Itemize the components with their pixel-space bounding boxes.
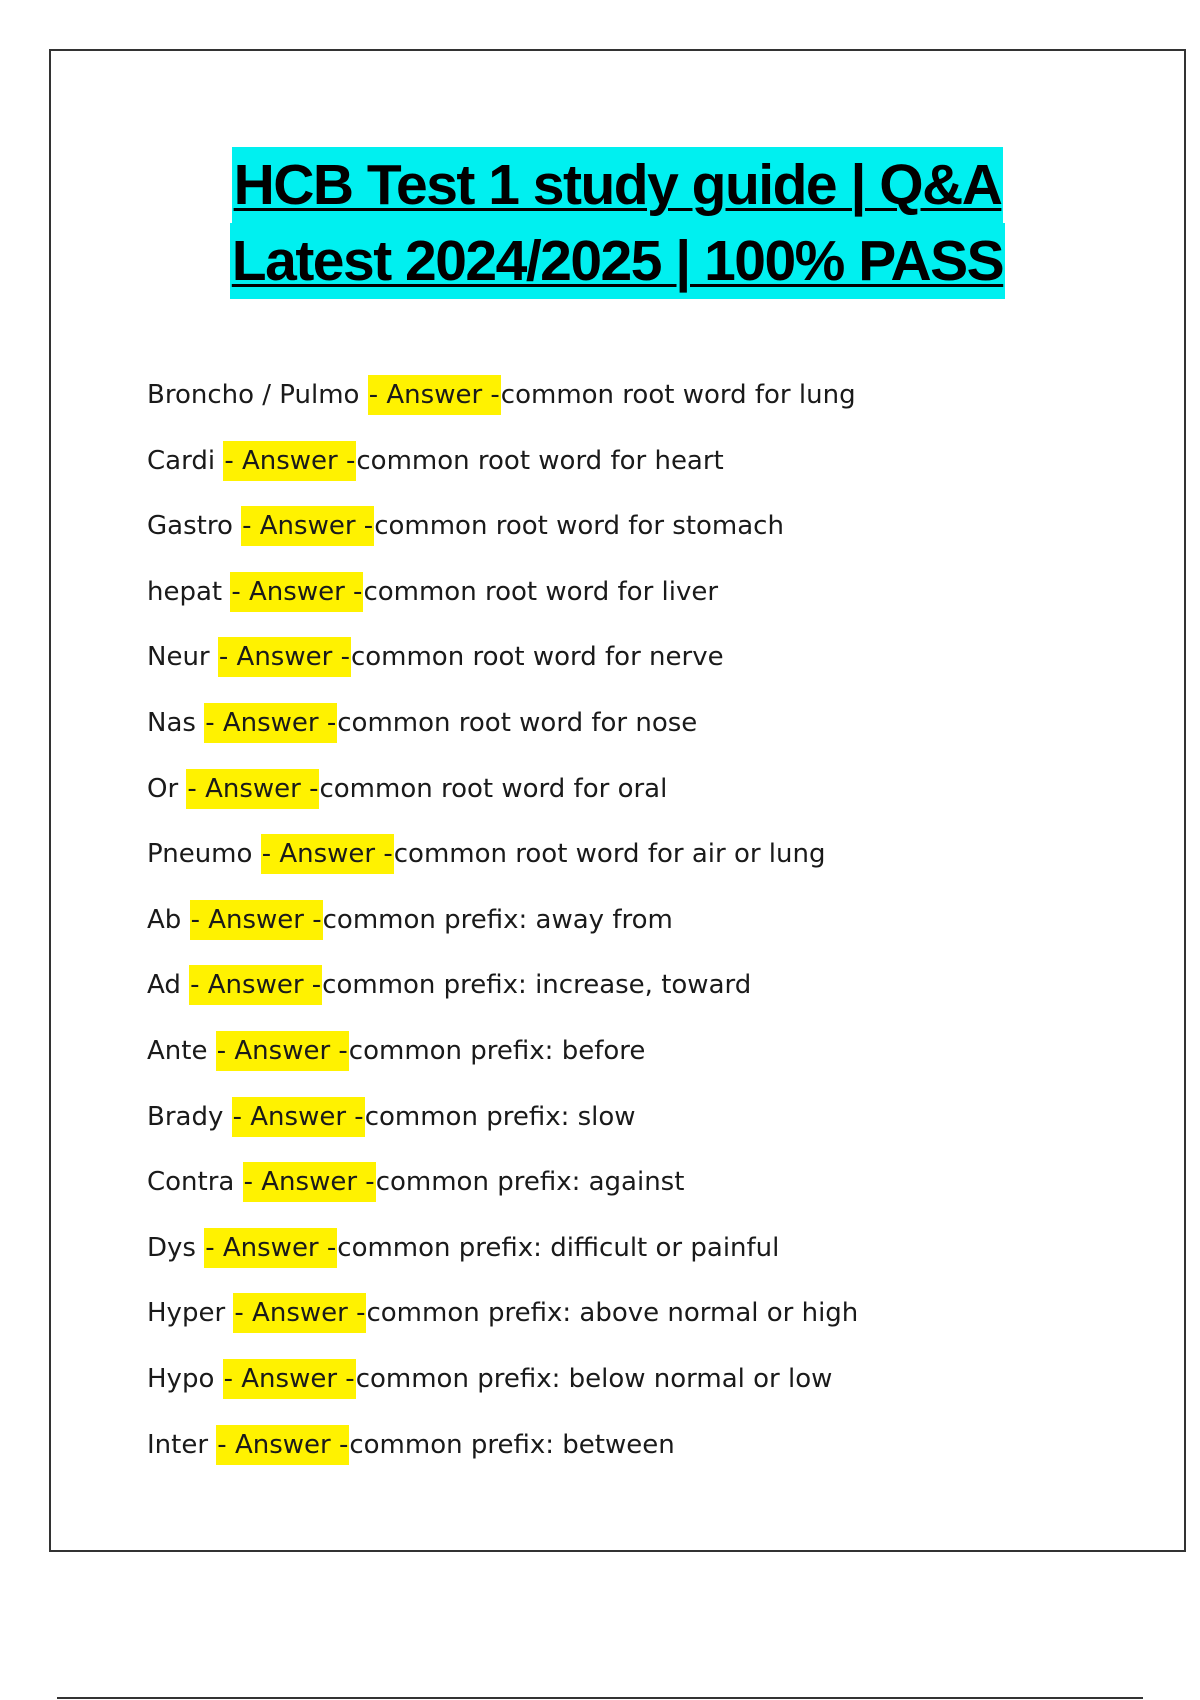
- answer-marker: - Answer -: [368, 375, 501, 415]
- qa-item: [147, 1150, 1147, 1216]
- qa-item: [147, 691, 1147, 757]
- answer-marker: - Answer -: [230, 572, 363, 612]
- answer-marker: - Answer -: [241, 506, 374, 546]
- answer-marker: - Answer -: [189, 965, 322, 1005]
- answer-marker: - Answer -: [190, 900, 323, 940]
- qa-term: Nas: [147, 707, 205, 738]
- qa-term: Dys: [147, 1232, 205, 1263]
- qa-item: [147, 429, 1147, 495]
- qa-term: hepat: [147, 576, 231, 607]
- qa-definition: common prefix: difficult or painful: [337, 1232, 780, 1263]
- answer-marker: - Answer -: [233, 1293, 366, 1333]
- answer-marker: - Answer -: [232, 1097, 365, 1137]
- answer-marker: - Answer -: [218, 637, 351, 677]
- qa-term: Or: [147, 773, 187, 804]
- answer-marker: - Answer -: [216, 1031, 349, 1071]
- qa-definition: common prefix: slow: [364, 1101, 636, 1132]
- answer-marker: - Answer -: [186, 769, 319, 809]
- title-line-1: HCB Test 1 study guide | Q&A: [232, 147, 1004, 223]
- answer-marker: - Answer -: [223, 441, 356, 481]
- qa-item: [147, 1413, 1147, 1479]
- qa-item: [147, 1281, 1147, 1347]
- qa-term: Inter: [147, 1429, 217, 1460]
- qa-item: [147, 560, 1147, 626]
- qa-term: Hypo: [147, 1363, 223, 1394]
- qa-item: [147, 1085, 1147, 1151]
- qa-definition: common root word for nose: [337, 707, 698, 738]
- qa-item: [147, 1347, 1147, 1413]
- footer-rule: [57, 1697, 1143, 1699]
- qa-definition: common root word for heart: [356, 445, 724, 476]
- qa-term: Cardi: [147, 445, 224, 476]
- qa-definition: common root word for nerve: [350, 642, 724, 673]
- qa-definition: common root word for liver: [363, 576, 719, 607]
- answer-marker: - Answer -: [216, 1425, 349, 1465]
- qa-term: Ab: [147, 904, 190, 935]
- qa-definition: common root word for stomach: [374, 511, 784, 542]
- qa-term: Pneumo: [147, 839, 261, 870]
- qa-definition: common prefix: between: [349, 1429, 675, 1460]
- title-line-2: Latest 2024/2025 | 100% PASS: [230, 223, 1005, 299]
- qa-definition: common prefix: against: [375, 1167, 685, 1198]
- qa-term: Gastro: [147, 511, 242, 542]
- qa-definition: common prefix: before: [348, 1035, 646, 1066]
- qa-term: Neur: [147, 642, 218, 673]
- qa-term: Ante: [147, 1035, 216, 1066]
- qa-item: [147, 757, 1147, 823]
- qa-term: Broncho / Pulmo: [147, 380, 368, 410]
- page-title: [51, 147, 1184, 299]
- qa-definition: common prefix: above normal or high: [366, 1298, 859, 1329]
- answer-marker: - Answer -: [243, 1162, 376, 1202]
- qa-definition: common prefix: increase, toward: [322, 970, 752, 1001]
- answer-marker: - Answer -: [261, 834, 394, 874]
- qa-item: [147, 625, 1147, 691]
- qa-definition: common root word for lung: [500, 380, 856, 410]
- document-page: [49, 49, 1186, 1552]
- qa-item: [147, 1019, 1147, 1085]
- answer-marker: - Answer -: [204, 703, 337, 743]
- qa-definition: common root word for air or lung: [393, 839, 826, 870]
- qa-item: [147, 494, 1147, 560]
- answer-marker: - Answer -: [204, 1228, 337, 1268]
- qa-term: Ad: [147, 970, 190, 1001]
- qa-item: [147, 363, 1147, 429]
- qa-definition: common root word for oral: [319, 773, 668, 804]
- qa-term: Hyper: [147, 1298, 234, 1329]
- qa-definition: common prefix: below normal or low: [355, 1363, 833, 1394]
- qa-list: [147, 363, 1147, 1478]
- qa-item: [147, 822, 1147, 888]
- qa-item: [147, 888, 1147, 954]
- answer-marker: - Answer -: [223, 1359, 356, 1399]
- qa-term: Brady: [147, 1101, 232, 1132]
- qa-definition: common prefix: away from: [322, 904, 673, 935]
- qa-item: [147, 1216, 1147, 1282]
- qa-term: Contra: [147, 1167, 243, 1198]
- qa-item: [147, 953, 1147, 1019]
